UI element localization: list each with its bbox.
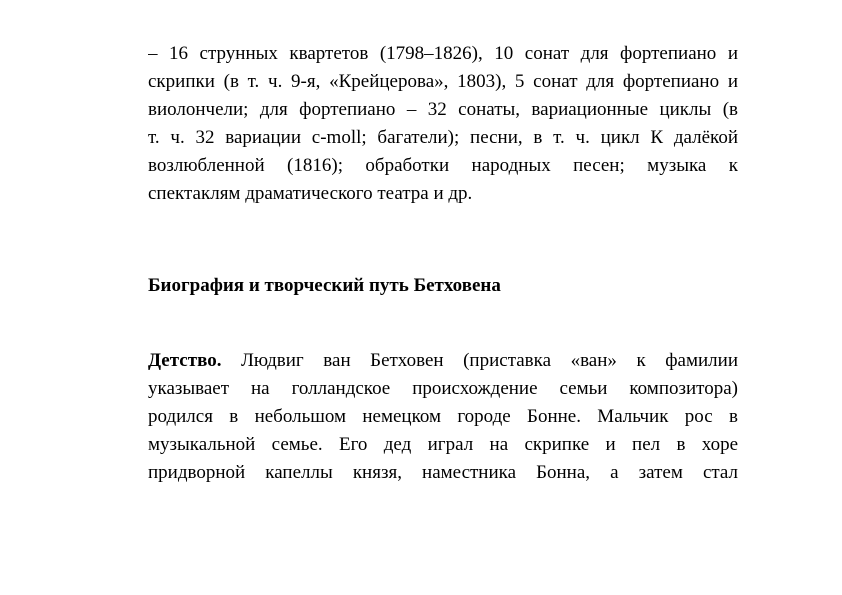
- childhood-paragraph: [148, 347, 738, 487]
- paragraph-line: – 16 струнных квартетов (1798–1826), 10 сонат для фортепиано и: [148, 43, 738, 64]
- paragraph-line: т. ч. 32 вариации c-moll; багатели); песни, в т. ч. цикл К далёкой: [148, 127, 738, 148]
- paragraph-first-line: [148, 347, 738, 375]
- paragraph-line: музыкальной семье. Его дед играл на скрипке и пел в хоре: [148, 434, 738, 455]
- works-paragraph: [148, 40, 738, 208]
- section-heading: Биография и творческий путь Бетховена: [148, 275, 501, 296]
- paragraph-line: спектаклям драматического театра и др.: [148, 183, 473, 204]
- paragraph-line: возлюбленной (1816); обработки народных песен; музыка к: [148, 155, 738, 176]
- paragraph-line-rest: Людвиг ван Бетховен (приставка «ван» к фамилии: [221, 350, 738, 371]
- paragraph-line: родился в небольшом немецком городе Бонне. Мальчик рос в: [148, 406, 738, 427]
- paragraph-line: указывает на голландское происхождение семьи композитора): [148, 378, 738, 399]
- childhood-lead: Детство.: [148, 350, 222, 371]
- paragraph-line: скрипки (в т. ч. 9-я, «Крейцерова», 1803), 5 сонат для фортепиано и: [148, 71, 738, 92]
- paragraph-line: придворной капеллы князя, наместника Бонна, а затем стал: [148, 462, 738, 483]
- paragraph-line: виолончели; для фортепиано – 32 сонаты, вариационные циклы (в: [148, 99, 738, 120]
